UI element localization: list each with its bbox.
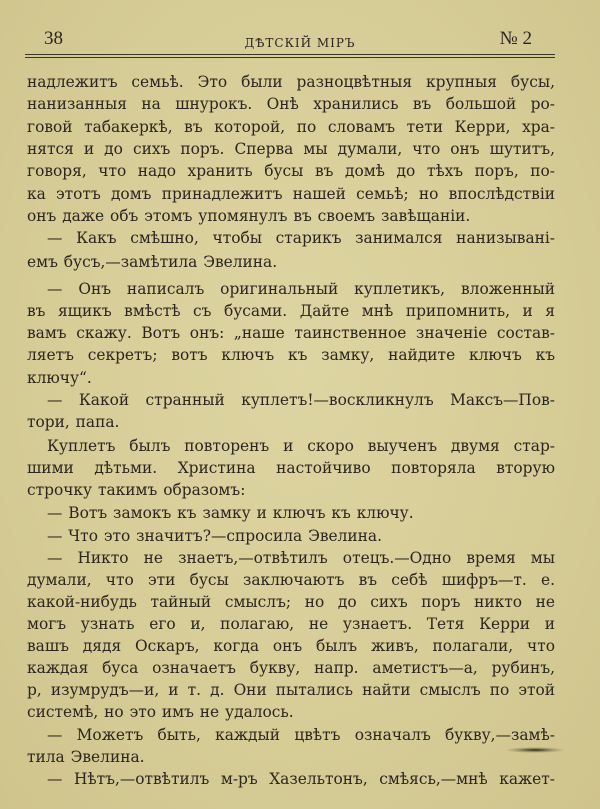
- text-line: каждая буса означаетъ букву, напр. аметистъ—а, рубинъ,: [27, 659, 555, 677]
- text-line: шими дѣтьми. Христина настойчиво повторяла вторую: [27, 459, 555, 477]
- text-line: — Что это значитъ?—спросила Эвелина.: [47, 527, 382, 545]
- text-line: тори, папа.: [27, 413, 120, 431]
- text-line: — Вотъ замокъ къ замку и ключъ къ ключу.: [47, 504, 414, 522]
- text-line: вашъ дядя Оскаръ, когда онъ былъ живъ, полагали, что: [27, 637, 555, 655]
- text-line: говой табакеркѣ, въ которой, по словамъ тети Керри, хра-: [27, 118, 555, 136]
- text-line: Куплетъ былъ повторенъ и скоро выученъ двумя стар-: [47, 437, 555, 455]
- text-line: нанизанныя на шнурокъ. Онѣ хранились въ большой ро-: [27, 95, 555, 113]
- text-line: — Нѣтъ,—отвѣтилъ м-ръ Хазельтонъ, смѣясь,—мнѣ кажет-: [47, 770, 555, 788]
- text-line: могъ узнать его и, полагаю, не узнаетъ. Тетя Керри и: [27, 615, 555, 633]
- text-line: въ ящикъ вмѣстѣ съ бусами. Дайте мнѣ припомнить, и я: [27, 302, 555, 320]
- text-line: думали, что эти бусы заключаютъ въ себѣ шифръ—т. е.: [27, 571, 555, 589]
- text-line: р, изумрудъ—и, и т. д. Они пытались найти смыслъ по этой: [27, 681, 555, 699]
- issue-number: № 2: [499, 28, 532, 49]
- text-line: — Можетъ быть, каждый цвѣтъ означалъ букву,—замѣ-: [47, 726, 555, 744]
- text-line: системѣ, но это имъ не удалось.: [27, 703, 294, 721]
- text-line: емъ бусъ,—замѣтила Эвелина.: [27, 253, 278, 271]
- running-title: ДѢТСКIЙ МIРЪ: [244, 36, 356, 50]
- header-rule-top: [25, 54, 555, 55]
- text-line: строчку такимъ образомъ:: [27, 481, 246, 499]
- text-line: — Никто не знаетъ,—отвѣтилъ отецъ.—Одно время мы: [47, 549, 555, 567]
- text-line: — Какой странный куплетъ!—воскликнулъ Максъ—Пов-: [47, 391, 555, 409]
- page-number: 38: [44, 28, 63, 49]
- text-line: надлежитъ семьѣ. Это были разноцвѣтныя крупныя бусы,: [27, 73, 555, 91]
- text-line: нятся и до сихъ поръ. Сперва мы думали, что онъ шутитъ,: [27, 140, 555, 158]
- text-line: — Какъ смѣшно, чтобы старикъ занимался нанизыванi-: [47, 229, 555, 247]
- text-line: говоря, что надо хранить бусы въ домѣ до тѣхъ поръ, по-: [27, 162, 555, 180]
- text-line: ляетъ секретъ; вотъ ключъ къ замку, найдите ключъ къ: [27, 346, 555, 364]
- text-line: ключу“.: [27, 369, 92, 387]
- text-line: какой-нибудь тайный смыслъ; но до сихъ поръ никто не: [27, 593, 555, 611]
- header-rule-bottom: [25, 57, 555, 58]
- text-line: онъ даже объ этомъ упомянулъ въ своемъ завѣщанiи.: [27, 207, 471, 225]
- text-line: тила Эвелина.: [27, 748, 145, 766]
- text-line: — Онъ написалъ оригинальный куплетикъ, вложенный: [47, 280, 555, 298]
- text-line: ка этотъ домъ принадлежитъ нашей семьѣ; но впослѣдствiи: [27, 185, 555, 203]
- text-line: вамъ скажу. Вотъ онъ: „наше таинственное значенiе состав-: [27, 324, 555, 342]
- ink-smudge: [505, 747, 565, 753]
